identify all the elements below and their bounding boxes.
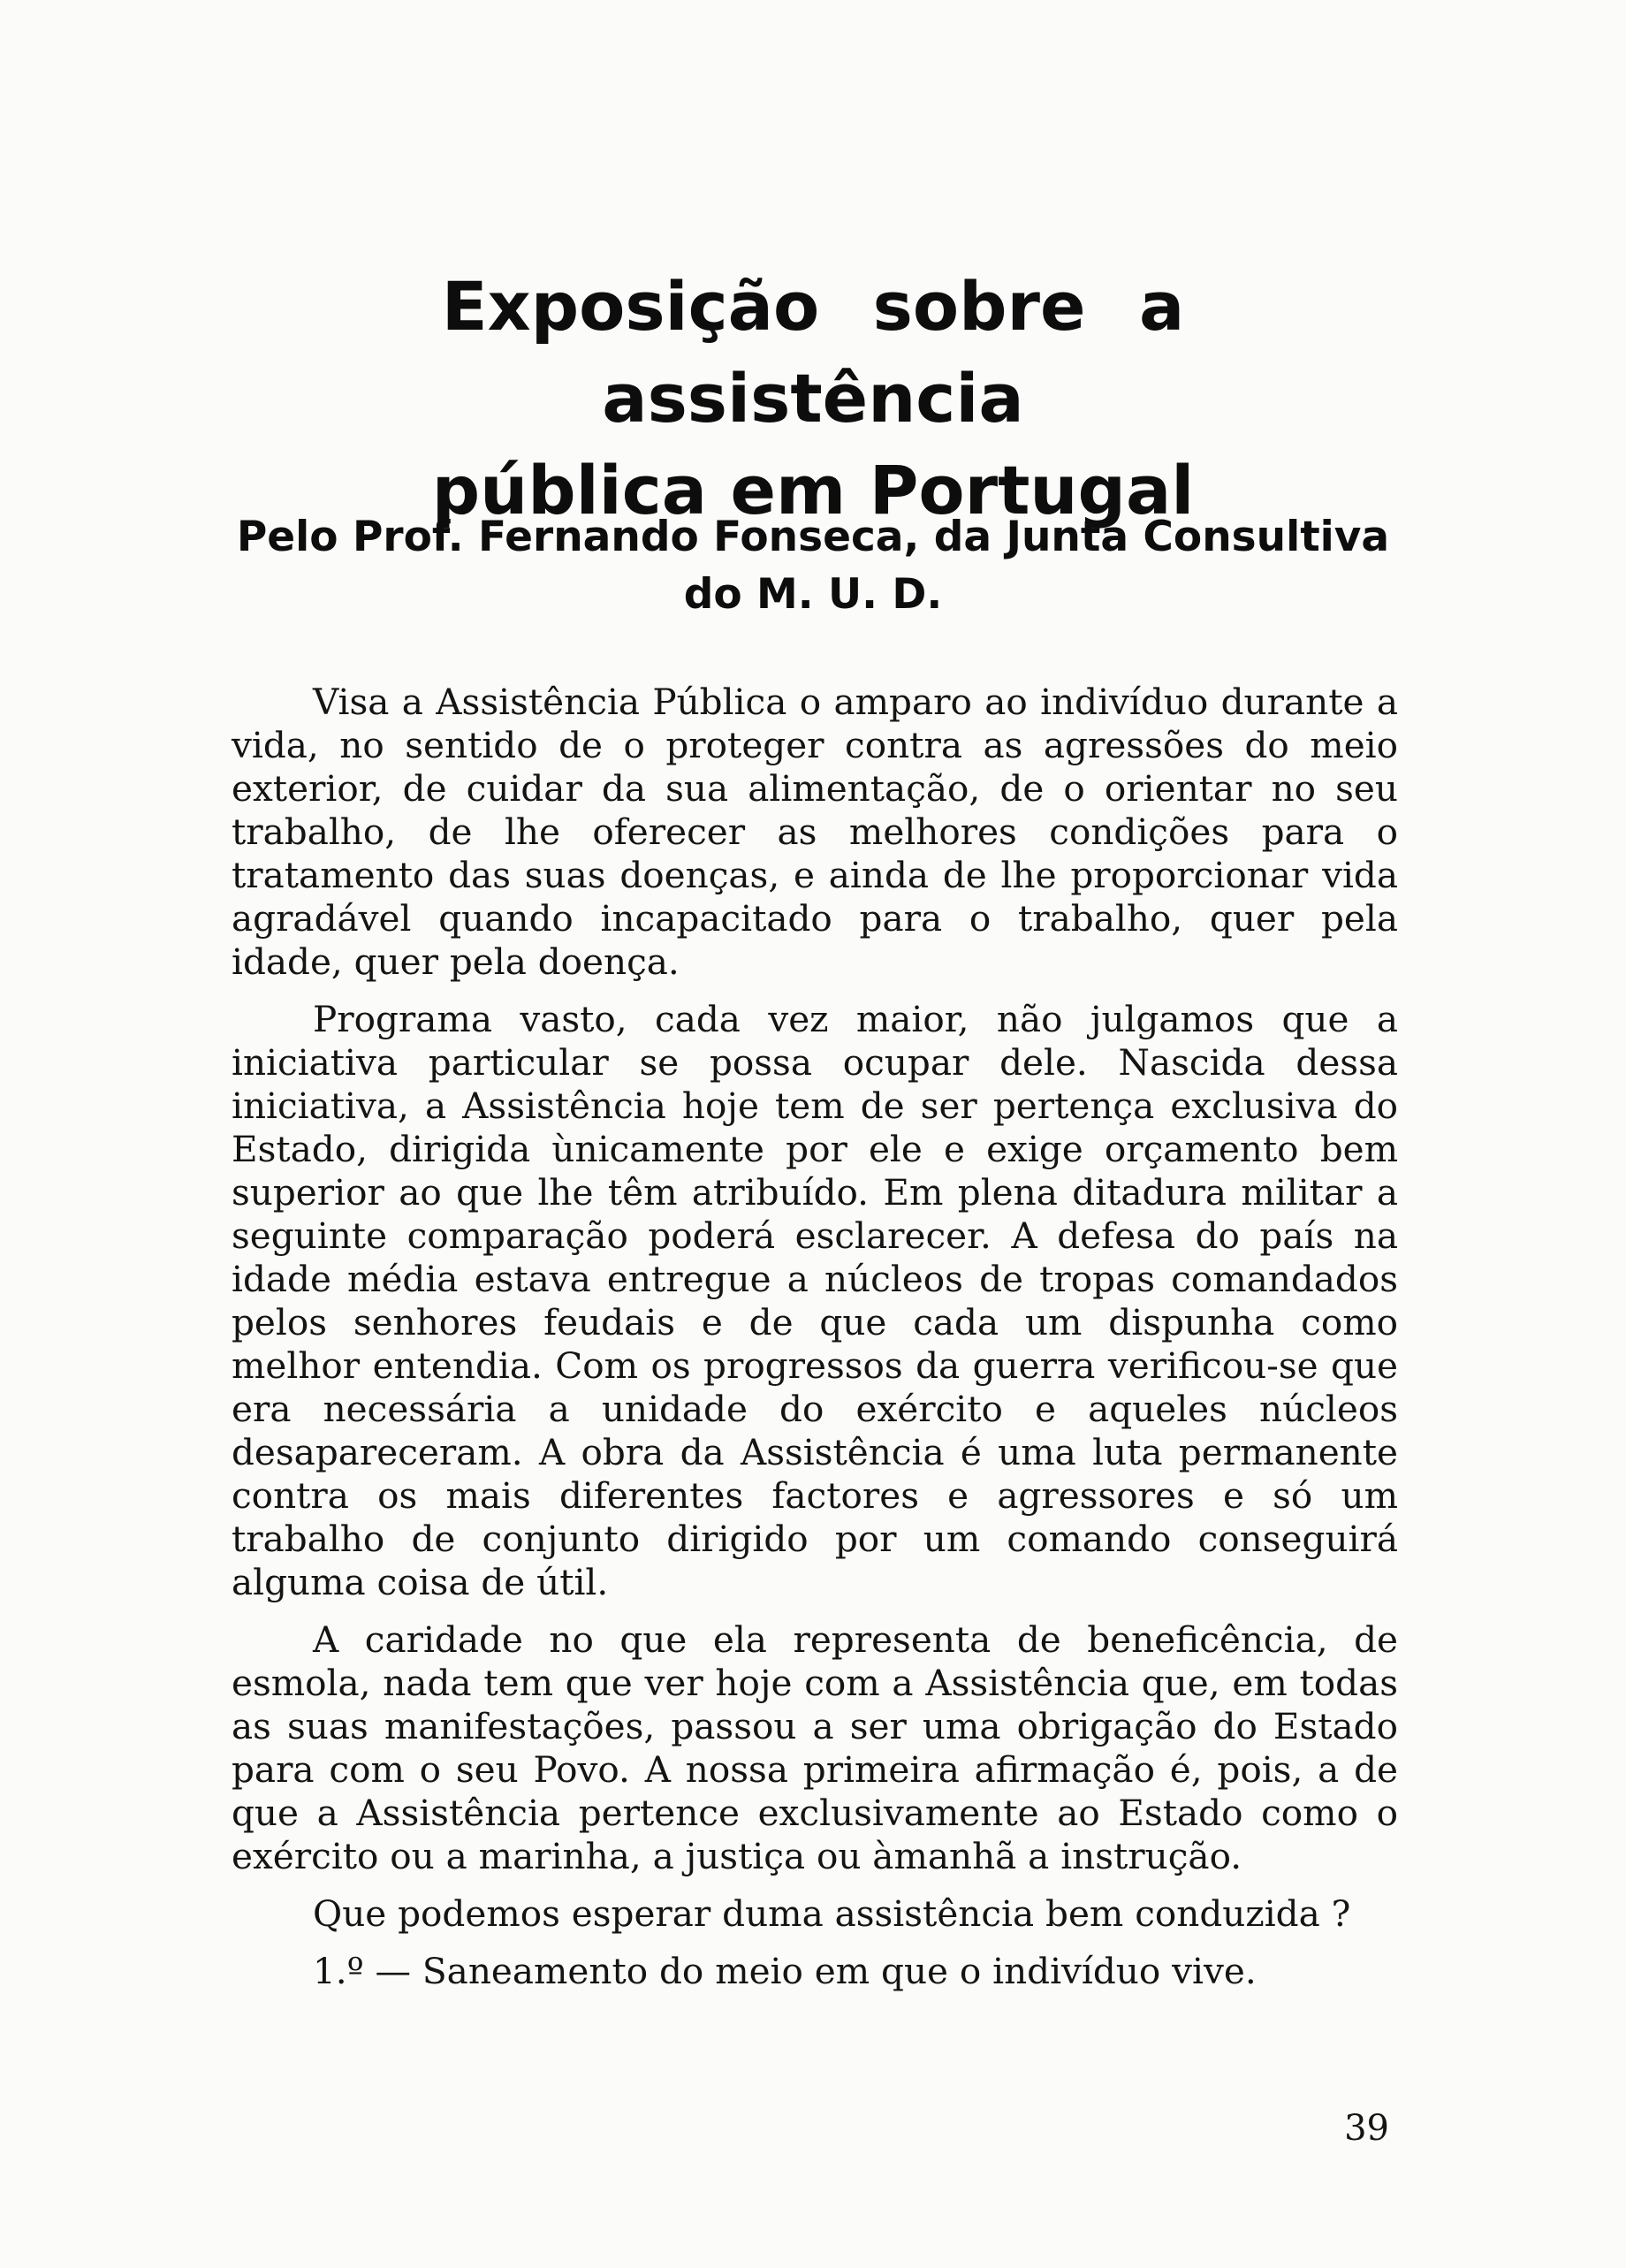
page-number: 39: [1344, 2108, 1389, 2149]
body-paragraph: Programa vasto, cada vez maior, não julgamos que a iniciativa particular se possa ocupar dele. Nascida dessa iniciativa, a Assistência hoje tem de ser pertença exclusiva do Estado, dirigida ùnicamente por ele e exige orçamento bem superior ao que lhe têm atribuído. Em plena ditadura militar a seguinte comparação poderá esclarecer. A defesa do país na idade média estava entregue a núcleos de tropas comandados pelos senhores feudais e de que cada um dispunha como melhor entendia. Com os progressos da guerra verificou-se que era necessária a unidade do exército e aqueles núcleos desapareceram. A obra da Assistência é uma luta permanente contra os mais diferentes factores e agressores e só um trabalho de conjunto dirigido por um comando conseguirá alguma coisa de útil.: [232, 998, 1398, 1603]
body-paragraph: A caridade no que ela representa de beneficência, de esmola, nada tem que ver hoje com a Assistência que, em todas as suas manifestações, passou a ser uma obrigação do Estado para com o seu Povo. A nossa primeira afirmação é, pois, a de que a Assistência pertence exclusivamente ao Estado como o exército ou a marinha, a justiça ou àmanhã a instrução.: [232, 1618, 1398, 1877]
author-byline-line-2: do M. U. D.: [683, 570, 943, 619]
article-title-line-1: Exposição sobre a assistência: [441, 267, 1185, 438]
article-title: [221, 261, 1405, 537]
author-byline: [223, 508, 1403, 623]
body-paragraph: 1.º — Saneamento do meio em que o indivíduo vive.: [313, 1950, 1257, 1992]
body-paragraph: Visa a Assistência Pública o amparo ao indivíduo durante a vida, no sentido de o proteger contra as agressões do meio exterior, de cuidar da sua alimentação, de o orientar no seu trabalho, de lhe oferecer as melhores condições para o tratamento das suas doenças, e ainda de lhe proporcionar vida agradável quando incapacitado para o trabalho, quer pela idade, quer pela doença.: [232, 681, 1398, 983]
body-paragraph: Que podemos esperar duma assistência bem conduzida ?: [313, 1892, 1351, 1935]
article-body: [232, 681, 1398, 2007]
author-byline-line-1: Pelo Prof. Fernando Fonseca, da Junta Consultiva: [236, 513, 1390, 561]
article-title-line-2: pública em Portugal: [431, 451, 1195, 529]
